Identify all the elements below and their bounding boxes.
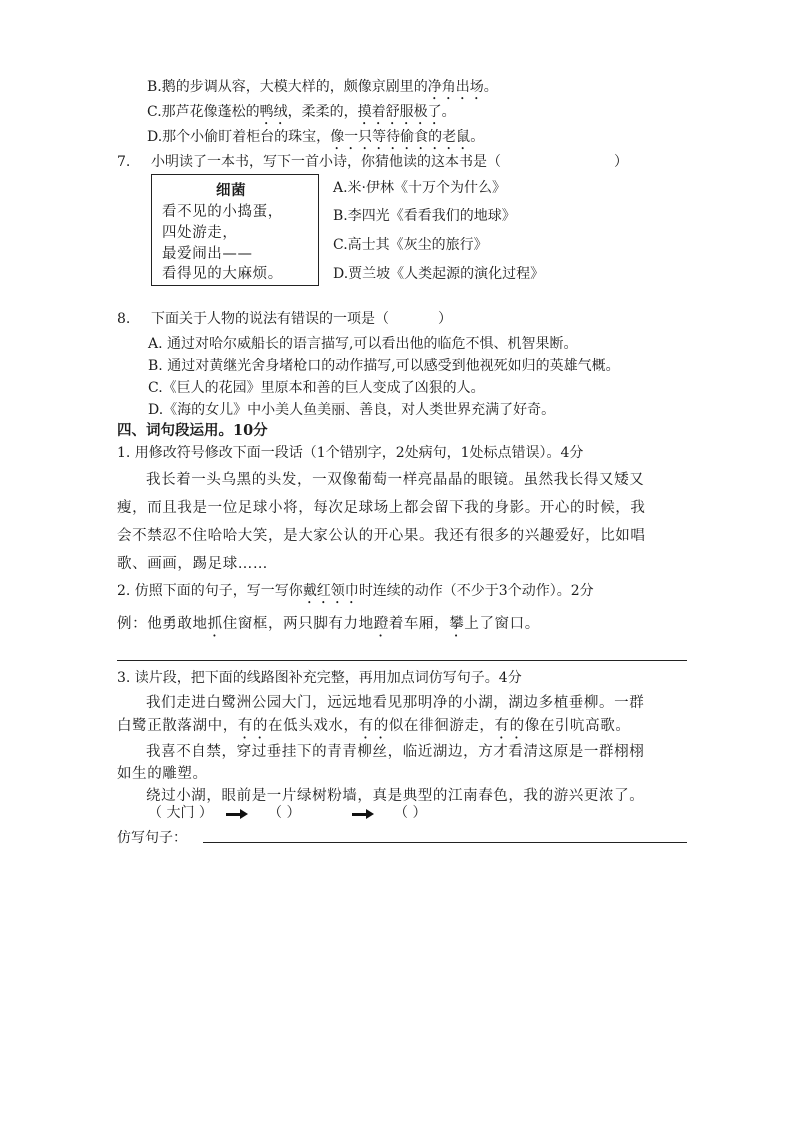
s4-q2-stem: 2. 仿照下面的句子，写一写你戴红领巾时连续的动作（不少于3个动作）。2分 — [117, 583, 594, 599]
section-4-heading: 四、词句段运用。10分 — [117, 422, 268, 439]
imitate-answer-line[interactable] — [203, 842, 687, 843]
s4-q3-paragraph-line: 白鹭正散落湖中，有的在低头戏水，有的似在徘徊游走，有的像在引吭高歌。 — [117, 718, 631, 734]
q7-option-a: A.米·伊林《十万个为什么》 — [333, 180, 507, 196]
s4-q3-dotted-word: 有的 — [494, 718, 525, 734]
q6-option-b: B.鹅的步调从容，大模大样的，颇像京剧里的净角出场。 — [147, 79, 498, 95]
s4-q1-paragraph-line: 瘦，而且我是一位足球小将，每次足球场上都会留下我的身影。开心的时候，我 — [117, 500, 646, 516]
example-dotted-verb: 抓 — [207, 616, 223, 632]
arrow-right-icon — [226, 809, 248, 819]
s4-q2-answer-line[interactable] — [117, 660, 687, 661]
s4-q3-stem: 3. 读片段，把下面的线路图补充完整，再用加点词仿写句子。4分 — [117, 670, 522, 686]
s4-q3-paragraph-line: 如生的雕塑。 — [117, 766, 208, 782]
q6-option-c-marked-2: 摸着舒服极了 — [357, 104, 442, 120]
q8-number: 8. — [117, 311, 131, 327]
s4-q3-paragraph-line: 我喜不自禁，穿过垂挂下的青青柳丝，临近湖边，方才看清这原是一群栩栩 — [146, 744, 645, 760]
q6-option-c: C.那芦花像蓬松的鸭绒，柔柔的，摸着舒服极了。 — [147, 104, 456, 120]
imitate-label: 仿写句子： — [117, 830, 187, 846]
s4-q3-paragraph-line: 我们走进白鹭洲公园大门，远远地看见那明净的小湖，湖边多植垂柳。一群 — [146, 695, 645, 711]
q7-poem-line: 最爱闹出—— — [162, 246, 253, 262]
example-dotted-verb: 蹬 — [373, 616, 389, 632]
s4-q2-stem-marked: 戴红领巾 — [302, 583, 359, 599]
q7-poem-title: 细菌 — [216, 183, 247, 199]
route-blank-2[interactable]: （ ） — [394, 805, 427, 821]
q7-poem-line: 四处游走， — [162, 225, 238, 241]
q7-option-c: C.高士其《灰尘的旅行》 — [333, 237, 488, 253]
q7-number: 7. — [117, 154, 131, 170]
q8-option-c: C.《巨人的花园》里原本和善的巨人变成了凶狠的人。 — [148, 380, 485, 396]
q7-poem-line: 看得见的大麻烦。 — [162, 266, 283, 282]
q8-option-a: A. 通过对哈尔威船长的语言描写,可以看出他的临危不惧、机智果断。 — [148, 336, 578, 352]
s4-q1-paragraph-line: 我长着一头乌黑的头发，一双像葡萄一样亮晶晶的眼镜。虽然我长得又矮又 — [146, 472, 645, 488]
s4-q1-paragraph-line: 会不禁忍不住哈哈大笑，是大家公认的开心果。我还有很多的兴趣爱好，比如唱 — [117, 528, 646, 544]
q8-answer-close: ） — [438, 311, 452, 327]
q8-option-d: D.《海的女儿》中小美人鱼美丽、善良，对人类世界充满了好奇。 — [148, 402, 556, 418]
route-start: （ 大门 ） — [148, 805, 213, 821]
s4-q1-paragraph-line: 歌、画画，踢足球…… — [117, 556, 268, 572]
q7-option-d: D.贾兰坡《人类起源的演化过程》 — [333, 266, 545, 282]
s4-q2-example: 例：他勇敢地抓住窗框，两只脚有力地蹬着车厢，攀上了窗口。 — [117, 616, 540, 632]
q7-answer-close: ） — [614, 154, 628, 170]
q6-option-d-marked: 像一只等待偷食的老鼠 — [330, 129, 471, 145]
example-dotted-verb: 攀 — [449, 616, 465, 632]
q8-stem: 下面关于人物的说法有错误的一项是（ — [151, 311, 389, 327]
q6-option-c-marked: 鸭绒 — [259, 104, 288, 120]
q7-option-b: B.李四光《看看我们的地球》 — [333, 208, 516, 224]
s4-q1-stem: 1. 用修改符号修改下面一段话（1个错别字，2处病句，1处标点错误）。4分 — [117, 445, 584, 461]
q6-option-d: D.那个小偷盯着柜台的珠宝，像一只等待偷食的老鼠。 — [147, 129, 485, 145]
s4-q3-dotted-word: 有的 — [237, 718, 269, 734]
q7-poem-line: 看不见的小捣蛋， — [162, 204, 283, 220]
s4-q3-paragraph-line: 绕过小湖，眼前是一片绿树粉墙，真是典型的江南春色，我的游兴更浓了。 — [146, 788, 645, 804]
q8-option-b: B. 通过对黄继光舍身堵枪口的动作描写,可以感受到他视死如归的英雄气概。 — [148, 358, 620, 374]
route-blank-1[interactable]: （ ） — [268, 805, 301, 821]
q7-stem: 小明读了一本书，写下一首小诗，你猜他读的这本书是（ — [151, 154, 501, 170]
q6-option-b-marked: 净角出场 — [427, 79, 484, 95]
s4-q3-dotted-word: 有的 — [358, 718, 389, 734]
q7-poem-box — [151, 174, 319, 286]
arrow-right-icon — [352, 809, 374, 819]
